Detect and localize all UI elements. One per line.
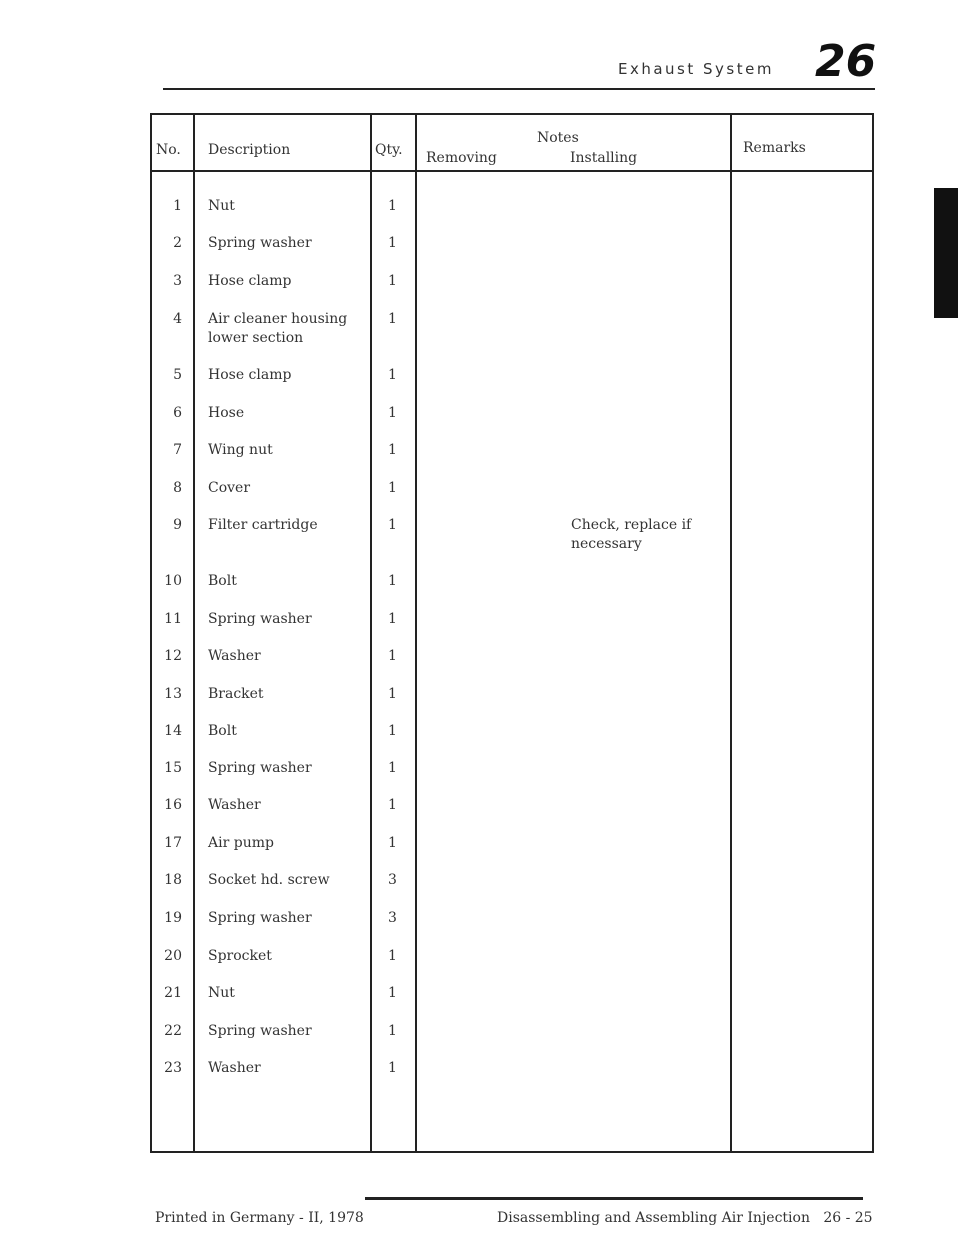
- row-qty: 1: [388, 611, 397, 627]
- row-qty: 1: [388, 198, 397, 214]
- row-qty: 1: [388, 835, 397, 851]
- row-number: 7: [173, 442, 182, 458]
- row-note: Check, replace if: [571, 517, 692, 533]
- row-qty: 3: [388, 910, 397, 926]
- row-qty: 1: [388, 1060, 397, 1076]
- row-description: Washer: [208, 797, 261, 813]
- row-qty: 1: [388, 273, 397, 289]
- section-title: Exhaust System: [618, 60, 774, 78]
- row-number: 9: [173, 517, 182, 533]
- row-number: 21: [164, 985, 182, 1001]
- row-number: 19: [164, 910, 182, 926]
- row-qty: 1: [388, 235, 397, 251]
- row-qty: 1: [388, 648, 397, 664]
- row-number: 13: [164, 686, 182, 702]
- header-removing: Removing: [426, 150, 497, 166]
- row-number: 1: [173, 198, 182, 214]
- row-description: Spring washer: [208, 910, 312, 926]
- row-qty: 3: [388, 872, 397, 888]
- row-description: Air cleaner housing: [208, 311, 348, 327]
- row-description: Bolt: [208, 573, 237, 589]
- row-description: Bracket: [208, 686, 264, 702]
- row-qty: 1: [388, 723, 397, 739]
- caption-text: Disassembling and Assembling Air Injection: [497, 1210, 810, 1226]
- row-qty: 1: [388, 311, 397, 327]
- row-description: Bolt: [208, 723, 237, 739]
- section-number: 26: [815, 36, 877, 87]
- column-divider: [415, 115, 417, 1151]
- row-description: Wing nut: [208, 442, 273, 458]
- header-divider: [150, 170, 874, 172]
- row-description-cont: lower section: [208, 330, 304, 346]
- row-number: 14: [164, 723, 182, 739]
- page-caption: [497, 1210, 873, 1226]
- page-number: 26 - 25: [823, 1210, 873, 1226]
- row-description: Filter cartridge: [208, 517, 318, 533]
- row-number: 2: [173, 235, 182, 251]
- footer-rule: [365, 1197, 863, 1200]
- row-description: Air pump: [208, 835, 274, 851]
- row-qty: 1: [388, 405, 397, 421]
- row-number: 5: [173, 367, 182, 383]
- row-description: Cover: [208, 480, 251, 496]
- row-number: 20: [164, 948, 182, 964]
- row-number: 17: [164, 835, 182, 851]
- row-number: 22: [164, 1023, 182, 1039]
- row-number: 4: [173, 311, 182, 327]
- column-divider: [730, 115, 732, 1151]
- header-qty: Qty.: [375, 142, 403, 158]
- row-qty: 1: [388, 686, 397, 702]
- row-qty: 1: [388, 797, 397, 813]
- row-description: Hose clamp: [208, 367, 292, 383]
- column-divider: [193, 115, 195, 1151]
- section-thumb-tab: [934, 188, 958, 318]
- row-number: 11: [164, 611, 182, 627]
- row-qty: 1: [388, 517, 397, 533]
- row-qty: 1: [388, 480, 397, 496]
- row-description: Socket hd. screw: [208, 872, 330, 888]
- row-number: 23: [164, 1060, 182, 1076]
- column-divider: [370, 115, 372, 1151]
- row-qty: 1: [388, 573, 397, 589]
- row-number: 8: [173, 480, 182, 496]
- row-number: 16: [164, 797, 182, 813]
- header-no: No.: [156, 142, 181, 158]
- row-description: Hose clamp: [208, 273, 292, 289]
- row-description: Spring washer: [208, 235, 312, 251]
- row-description: Washer: [208, 1060, 261, 1076]
- row-number: 12: [164, 648, 182, 664]
- header-description: Description: [208, 142, 291, 158]
- row-qty: 1: [388, 442, 397, 458]
- row-description: Washer: [208, 648, 261, 664]
- row-qty: 1: [388, 985, 397, 1001]
- row-qty: 1: [388, 760, 397, 776]
- row-note-cont: necessary: [571, 536, 642, 552]
- row-qty: 1: [388, 948, 397, 964]
- row-number: 15: [164, 760, 182, 776]
- parts-table: [150, 113, 874, 1153]
- row-description: Spring washer: [208, 611, 312, 627]
- header-installing: Installing: [570, 150, 638, 166]
- row-number: 3: [173, 273, 182, 289]
- row-description: Spring washer: [208, 760, 312, 776]
- row-description: Hose: [208, 405, 245, 421]
- printed-note: Printed in Germany - II, 1978: [155, 1210, 364, 1226]
- row-number: 10: [164, 573, 182, 589]
- row-description: Sprocket: [208, 948, 272, 964]
- row-description: Nut: [208, 985, 235, 1001]
- header-remarks: Remarks: [743, 140, 806, 156]
- header-rule: [163, 88, 875, 90]
- row-description: Spring washer: [208, 1023, 312, 1039]
- row-qty: 1: [388, 367, 397, 383]
- header-notes: Notes: [537, 130, 579, 146]
- row-number: 6: [173, 405, 182, 421]
- row-qty: 1: [388, 1023, 397, 1039]
- row-description: Nut: [208, 198, 235, 214]
- row-number: 18: [164, 872, 182, 888]
